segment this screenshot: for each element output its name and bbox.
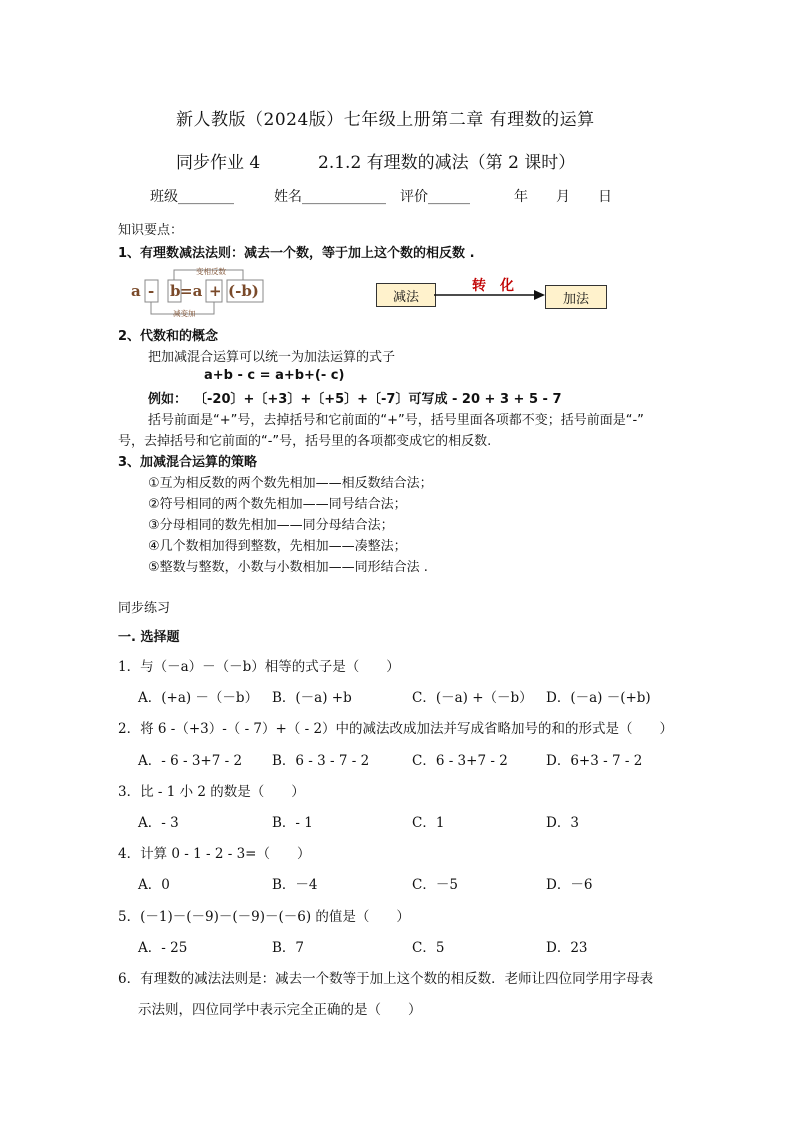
box-addition: 加法: [545, 285, 607, 309]
knowledge-heading: 知识要点：: [118, 223, 184, 238]
option-c: C．6 - 3+7 - 2: [412, 753, 508, 769]
box-subtraction: 减法: [376, 283, 436, 307]
strategy-item: ⑤整数与整数，小数与小数相加——同形结合法 .: [148, 560, 428, 575]
class-label: 班级________: [150, 189, 234, 205]
option-a: A．0: [138, 877, 170, 893]
option-b: B．6 - 3 - 7 - 2: [272, 753, 370, 769]
option-c: C．5: [412, 940, 445, 956]
question-4: 4．计算 0 - 1 - 2 - 3=（ ）: [118, 846, 311, 862]
question-6-continued: 示法则，四位同学中表示完全正确的是（ ）: [138, 1002, 422, 1018]
p2-line1: 把加减混合运算可以统一为加法运算的式子: [148, 350, 396, 365]
formula-b: b: [170, 282, 181, 300]
p2-example: 〔-20〕+〔+3〕+〔+5〕+〔-7〕可写成 - 20 + 3 + 5 - 7: [194, 392, 562, 407]
eval-label: 评价______: [400, 189, 470, 205]
strategy-item: ①互为相反数的两个数先相加——相反数结合法；: [148, 476, 433, 491]
formula-a: a: [131, 282, 141, 300]
question-2: 2．将 6 -（+3）-（ - 7）+（ - 2）中的减法改成加法并写成省略加号的和的形式是（ ）: [118, 721, 674, 737]
option-b: B．- 1: [272, 815, 313, 831]
p2-rule-line1: 括号前面是“+”号，去掉括号和它前面的“+”号，括号里面各项都不变；括号前面是“-”: [148, 413, 644, 428]
option-c: C．1: [412, 815, 445, 831]
year-label: 年: [514, 189, 528, 205]
option-d: D．6+3 - 7 - 2: [546, 753, 643, 769]
question-6: 6．有理数的减法法则是：减去一个数等于加上这个数的相反数．老师让四位同学用字母表: [118, 971, 654, 987]
option-a: A．- 25: [138, 940, 188, 956]
formula-eq-a: =a: [180, 282, 203, 300]
strategy-item: ②符号相同的两个数先相加——同号结合法；: [148, 497, 407, 512]
option-d: D．23: [546, 940, 588, 956]
formula-minus: -: [148, 282, 155, 300]
formula-neg-b: (-b): [228, 282, 259, 300]
option-b: B．(－a) +b: [272, 690, 352, 706]
practice-heading: 同步练习: [118, 601, 171, 616]
day-label: 日: [598, 189, 612, 205]
question-3: 3．比 - 1 小 2 的数是（ ）: [118, 784, 305, 800]
subtitle-left: 同步作业 4: [176, 153, 261, 173]
subtitle-right: 2.1.2 有理数的减法（第 2 课时）: [318, 153, 576, 173]
option-d: D．－6: [546, 877, 593, 893]
option-d: D．3: [546, 815, 579, 831]
tag-sub-to-add: 减变加: [173, 309, 196, 318]
point-2: 2、代数和的概念: [118, 329, 219, 344]
option-b: B．7: [272, 940, 305, 956]
p2-formula: a+b - c = a+b+(- c): [204, 368, 345, 383]
option-b: B．－4: [272, 877, 318, 893]
option-c: C．(－a) +（－b）: [412, 690, 533, 706]
p2-rule-line2: 号，去掉括号和它前面的“-”号，括号里的各项都变成它的相反数.: [118, 434, 492, 449]
tag-change-sign: 变相反数: [196, 267, 226, 276]
arrow-label: 转 化: [472, 278, 514, 294]
point-3: 3、加减混合运算的策略: [118, 455, 258, 470]
name-label: 姓名____________: [274, 189, 386, 205]
subtraction-rule-diagram: [128, 264, 278, 320]
strategy-item: ④几个数相加得到整数，先相加——凑整法；: [148, 539, 407, 554]
section-choice: 一. 选择题: [118, 630, 180, 645]
formula-plus: +: [209, 282, 222, 300]
page-title: 新人教版（2024版）七年级上册第二章 有理数的运算: [176, 110, 595, 130]
option-a: A．(+a) －（－b）: [138, 690, 259, 706]
strategy-item: ③分母相同的数先相加——同分母结合法；: [148, 518, 394, 533]
question-1: 1．与（－a）－（－b）相等的式子是（ ）: [118, 659, 400, 675]
option-a: A．- 3: [138, 815, 179, 831]
month-label: 月: [556, 189, 570, 205]
option-d: D．(－a) －(+b): [546, 690, 651, 706]
question-5: 5．(－1)－(－9)－(－9)－(－6) 的值是（ ）: [118, 909, 410, 925]
option-a: A．- 6 - 3+7 - 2: [138, 753, 243, 769]
p2-example-label: 例如：: [148, 392, 188, 407]
point-1: 1、有理数减法法则：减去一个数，等于加上这个数的相反数 .: [118, 246, 475, 261]
option-c: C．－5: [412, 877, 458, 893]
